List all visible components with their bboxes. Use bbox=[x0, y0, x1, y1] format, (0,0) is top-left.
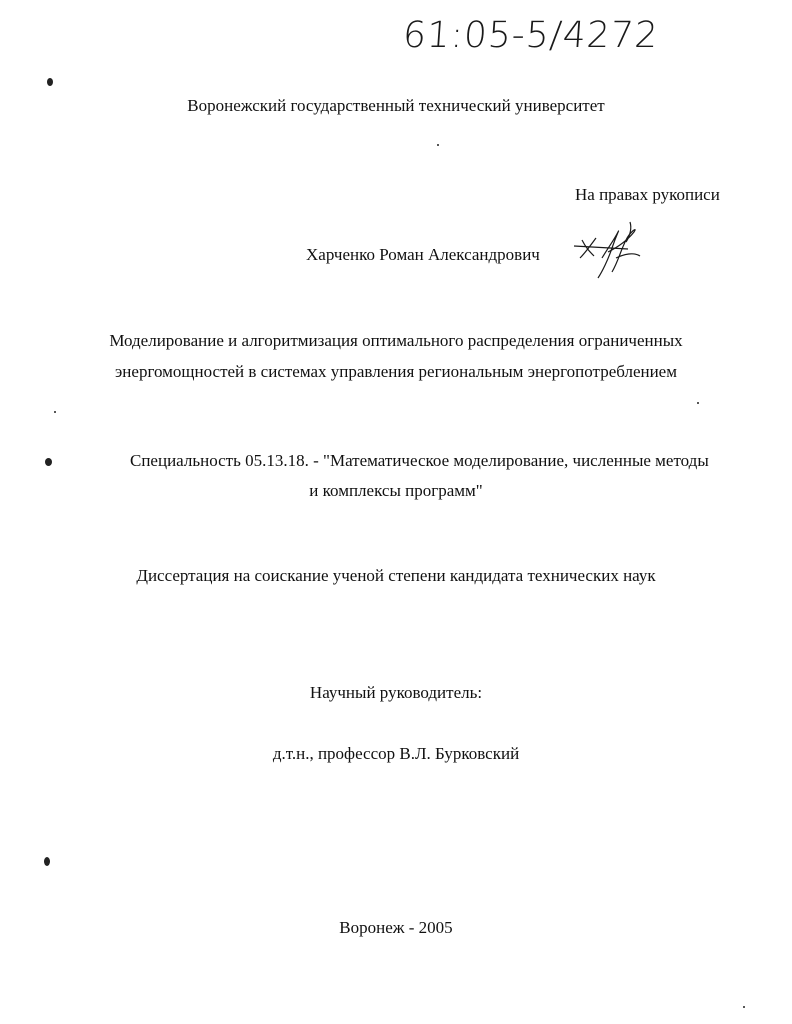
university-name: Воронежский государственный технический университет bbox=[187, 96, 605, 115]
dissertation-title-line1: Моделирование и алгоритмизация оптимального распределения ограниченных bbox=[109, 331, 683, 350]
degree-statement: Диссертация на соискание ученой степени кандидата технических наук bbox=[136, 566, 656, 585]
scan-speck bbox=[437, 144, 439, 146]
scan-speck bbox=[45, 458, 52, 466]
scan-speck bbox=[743, 1006, 745, 1008]
scan-speck bbox=[697, 402, 699, 404]
dissertation-title-line2: энергомощностей в системах управления региональным энергопотреблением bbox=[115, 362, 677, 381]
rights-note: На правах рукописи bbox=[575, 185, 720, 204]
scan-speck bbox=[44, 857, 50, 866]
author-name: Харченко Роман Александрович bbox=[306, 245, 540, 264]
supervisor-label: Научный руководитель: bbox=[309, 683, 483, 702]
supervisor-name: д.т.н., профессор В.Л. Бурковский bbox=[272, 744, 520, 763]
specialty-line1: Специальность 05.13.18. - "Математическое моделирование, численные методы bbox=[130, 451, 709, 470]
city-year: Воронеж - 2005 bbox=[339, 918, 453, 937]
archive-code: 61:05-5/4272 bbox=[401, 15, 660, 56]
signature-icon bbox=[568, 218, 658, 280]
scan-speck bbox=[47, 78, 53, 86]
scan-speck bbox=[54, 411, 56, 413]
specialty-line2: и комплексы программ" bbox=[309, 481, 483, 500]
